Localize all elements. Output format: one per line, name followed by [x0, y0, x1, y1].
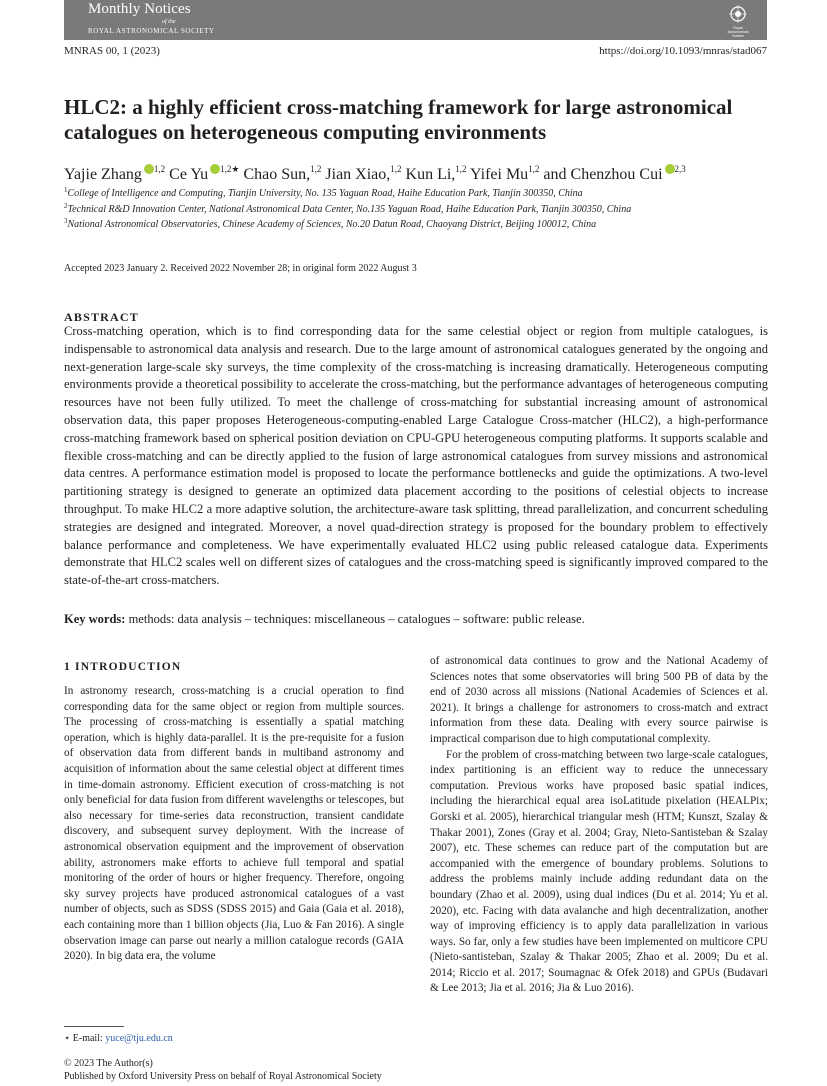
orcid-icon[interactable] — [144, 164, 154, 174]
author-name: Yajie Zhang — [64, 166, 142, 183]
author-affiliation-marker: 2,3 — [674, 164, 686, 174]
intro-paragraph-2: For the problem of cross-matching between two large-scale catalogues, index partitioning is an efficient way to reduce the unnecessary computation. Previous works have proposed basic spatial indices, including the hierarchical equal area isoLatitude pixelation (HEALPix; Gorski et al. 2005), hierarchical triangular mesh (HTM; Kunszt, Szalay & Thakar 2001), Zones (Gray et al. 2004; Gray, Nieto-Santisteban & Szalay 2007), etc. These schemes can reduce part of the computation but are accompanied with the emergence of boundary problems. Solutions to address the problems mainly include adding redundant data on the boundary (Zhao et al. 2009), using dual indices (Du et al. 2014; Yu et al. 2020), etc. Facing with data avalanche and high decentralization, another way of improving efficiency is to apply data parallelization in various ways. So far, only a few studies have been implemented on multicore CPU (Nieto-santisteban, Szalay & Thakar 2005; Zhao et al. 2009; Du et al. 2014; Riccio et al. 2017; Soumagnac & Ofek 2018) and GPUs (Budavari & Lee 2013; Jia et al. 2016; Jia & Luo 2016). — [430, 748, 768, 995]
footnote-label: ⋆ E-mail: — [64, 1033, 103, 1044]
svg-text:Astronomical: Astronomical — [727, 30, 749, 34]
author-name: Chao Sun, — [243, 166, 311, 183]
publisher-note: Published by Oxford University Press on behalf of Royal Astronomical Society — [64, 1071, 382, 1082]
author-name: Kun Li, — [405, 166, 456, 183]
author-name: Yifei Mu — [469, 166, 529, 183]
affiliation-1: $^1$College of Intelligence and Computing, Tianjin University, No. 135 Yaguan Road, Haihe Education Park, Tianjin 300350, China — [64, 186, 583, 199]
citation-running-head: MNRAS 00, 1 (2023) — [64, 45, 160, 57]
footnote-rule — [64, 1026, 124, 1027]
doi-link[interactable]: https://doi.org/10.1093/mnras/stad067 — [599, 45, 767, 57]
intro-right-column — [430, 654, 768, 997]
affiliation-3: $^3$National Astronomical Observatories, Chinese Academy of Sciences, No.20 Datun Road, Chaoyang District, Beijing 100012, China — [64, 217, 597, 230]
author-affiliation-marker: 1,2 — [153, 164, 166, 174]
ras-logo-icon — [721, 3, 755, 37]
abstract-text: Cross-matching operation, which is to find corresponding data for the same celestial object or region from multiple catalogues, is indispensable to astronomical data analysis and research. Due to the large amount of astronomical catalogues generated by the ongoing and next-generation large-scale sky surveys, the time complexity of the cross-matching is increasing dramatically. Heterogeneous computing environments provide a theoretical possibility to accelerate the cross-matching, but the performance advantages of heterogeneous computing resources have not been fully utilized. To meet the challenge of cross-matching for substantial increasing amount of astronomical observation data, this paper proposes Heterogeneous-computing-enabled Large Catalogue Cross-matcher (HLC2), a high-performance cross-matching framework based on spherical position deviation on CPU-GPU heterogeneous computing platforms. It supports scalable and flexible cross-matching and can be directly applied to the fusion of large astronomical catalogues from survey missions and astronomical data centres. A performance estimation model is proposed to locate the performance bottlenecks and guide the optimizations. A two-level partitioning strategy is designed to generate an optimized data placement according to the positions of celestial objects to increase throughput. To make HLC2 a more adaptive solution, the architecture-aware task splitting, thread parallelization, and concurrent scheduling strategies are designed and integrated. Moreover, a novel quad-direction strategy is proposed for the boundary problem to effectively balance performance and completeness. We have experimentally evaluated HLC2 using public released catalogue data. Experiments demonstrate that HLC2 scales well on different sizes of catalogues and the cross-matching speed is significantly improved compared to the state-of-the-art cross-matchers. — [64, 324, 768, 588]
intro-paragraph-1: In astronomy research, cross-matching is a crucial operation to find corresponding data for the same object or region from multiple sources. The processing of cross-matching is essentially a spatial matching operation, which is highly data-parallel. It is the pre-requisite for a fusion of observation data from different bands in multiband astronomy and acquisition of information about the same celestial object at different times in time-domain astronomy. Efficient execution of cross-matching is not only beneficial for data fusion from different wavelengths or telescopes, but also necessary for time-series data reconstruction, transient candidate discovery, and subsequent survey deployment. With the increase of astronomical observation equipment and the improvement of observation ability, astronomers make efforts to achieve full temporal and spatial monitoring of the order of hours or higher frequency. Therefore, ongoing sky survey projects have produced astronomical catalogues of a vast number of objects, such as SDSS (SDSS 2015) and Gaia (Gaia et al. 2018), each containing more than 1 billion objects (Jia, Luo & Fan 2016). A single observation image can parse out nearly a million catalogue records (GAIA 2020). In big data era, the volume — [64, 685, 404, 963]
journal-society: ROYAL ASTRONOMICAL SOCIETY — [88, 27, 215, 35]
author-affiliation-marker: 1,2 — [528, 164, 540, 174]
author-name: Jian Xiao, — [325, 166, 391, 183]
keywords-text: methods: data analysis – techniques: miscellaneous – catalogues – software: public release. — [128, 612, 585, 626]
corresponding-author-star-icon: ★ — [231, 164, 240, 174]
svg-text:Royal: Royal — [733, 26, 743, 30]
author-list — [64, 164, 686, 184]
paper-title: HLC2: a highly efficient cross-matching framework for large astronomical catalogues on heterogeneous computing environments — [64, 95, 733, 144]
author-affiliation-marker: 1,2 — [310, 164, 322, 174]
author-name: Ce Yu — [169, 166, 209, 183]
keywords-label: Key words: — [64, 612, 126, 626]
intro-left-column — [64, 684, 404, 965]
journal-title: Monthly Notices — [88, 1, 191, 17]
footnote-email — [64, 1033, 173, 1044]
author-name: and Chenzhou Cui — [543, 166, 663, 183]
author-affiliation-marker: 1,2 — [390, 164, 402, 174]
section-heading-introduction: 1 INTRODUCTION — [64, 661, 182, 673]
journal-of-the: of the — [162, 19, 176, 25]
affiliation-2: $^2$Technical R&D Innovation Center, National Astronomical Data Center, No.135 Yaguan Road, Haihe Education Park, Tianjin 300350, China — [64, 202, 632, 215]
copyright: © 2023 The Author(s) — [64, 1058, 153, 1069]
author-affiliation-marker: 1,2 — [455, 164, 467, 174]
author-affiliation-marker: 1,2 — [220, 164, 232, 174]
publication-dates: Accepted 2023 January 2. Received 2022 November 28; in original form 2022 August 3 — [64, 263, 417, 274]
abstract-heading: ABSTRACT — [64, 310, 139, 324]
orcid-icon[interactable] — [665, 164, 675, 174]
keywords — [64, 612, 585, 627]
intro-paragraph-continued: of astronomical data continues to grow and the National Academy of Sciences notes that some observatories will bring 500 PB of data by the end of 2030 across all missions (National Academies of Sciences et al. 2021). It brings a challenge for astronomers to cross-match and extract information from these data. Dealing with every source pairwise is impractical comparison due to high computational complexity. — [430, 655, 768, 745]
orcid-icon[interactable] — [210, 164, 220, 174]
svg-text:Society: Society — [732, 34, 744, 37]
journal-masthead — [64, 0, 767, 40]
email-link[interactable]: yuce@tju.edu.cn — [105, 1033, 173, 1044]
